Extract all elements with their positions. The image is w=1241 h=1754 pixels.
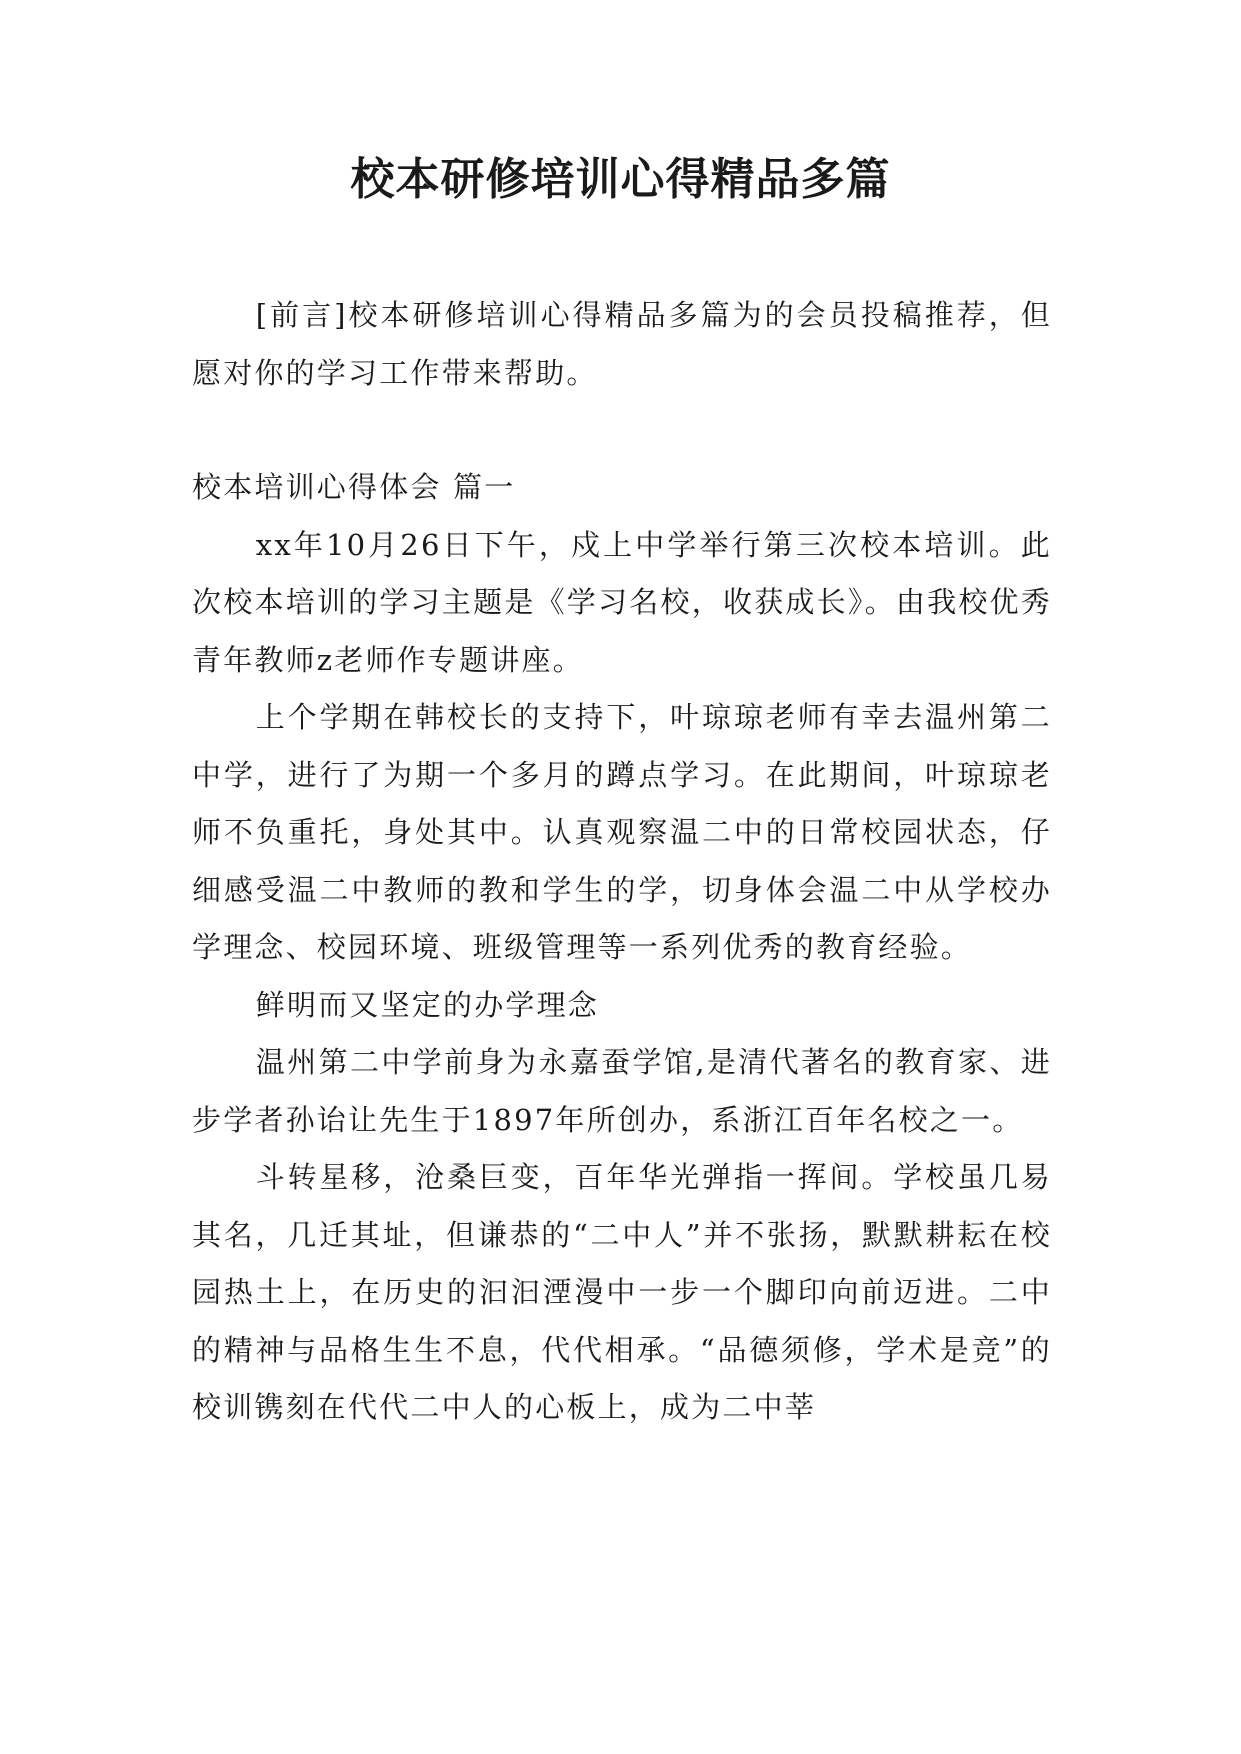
section-heading: 校本培训心得体会 篇一 (192, 470, 516, 504)
document-body (192, 459, 1052, 1437)
body-paragraph: 上个学期在韩校长的支持下，叶琼琼老师有幸去温州第二中学，进行了为期一个多月的蹲点学习。在此期间，叶琼琼老师不负重托，身处其中。认真观察温二中的日常校园状态，仔细感受温二中教师的教和学生的学，切身体会温二中从学校办学理念、校园环境、班级管理等一系列优秀的教育经验。 (192, 700, 1052, 964)
subsection-heading: 鲜明而又坚定的办学理念 (255, 987, 599, 1022)
body-paragraph: 斗转星移，沧桑巨变，百年华光弹指一挥间。学校虽几易其名，几迁其址，但谦恭的“二中人”并不张扬，默默耕耘在校园热土上，在历史的汩汩湮漫中一步一个脚印向前迈进。二中的精神与品格生生不息，代代相承。“品德须修，学术是竞”的校训镌刻在代代二中人的心板上，成为二中莘 (192, 1160, 1052, 1424)
body-paragraph: xx年10月26日下午，戍上中学举行第三次校本培训。此次校本培训的学习主题是《学习名校，收获成长》。由我校优秀青年教师z老师作专题讲座。 (192, 527, 1052, 677)
document-title: 校本研修培训心得精品多篇 (350, 154, 891, 205)
body-paragraph: 温州第二中学前身为永嘉蚕学馆,是清代著名的教育家、进步学者孙诒让先生于1897年所创办，系浙江百年名校之一。 (192, 1045, 1052, 1137)
preface-paragraph: [前言]校本研修培训心得精品多篇为的会员投稿推荐，但愿对你的学习工作带来帮助。 (192, 298, 1052, 390)
